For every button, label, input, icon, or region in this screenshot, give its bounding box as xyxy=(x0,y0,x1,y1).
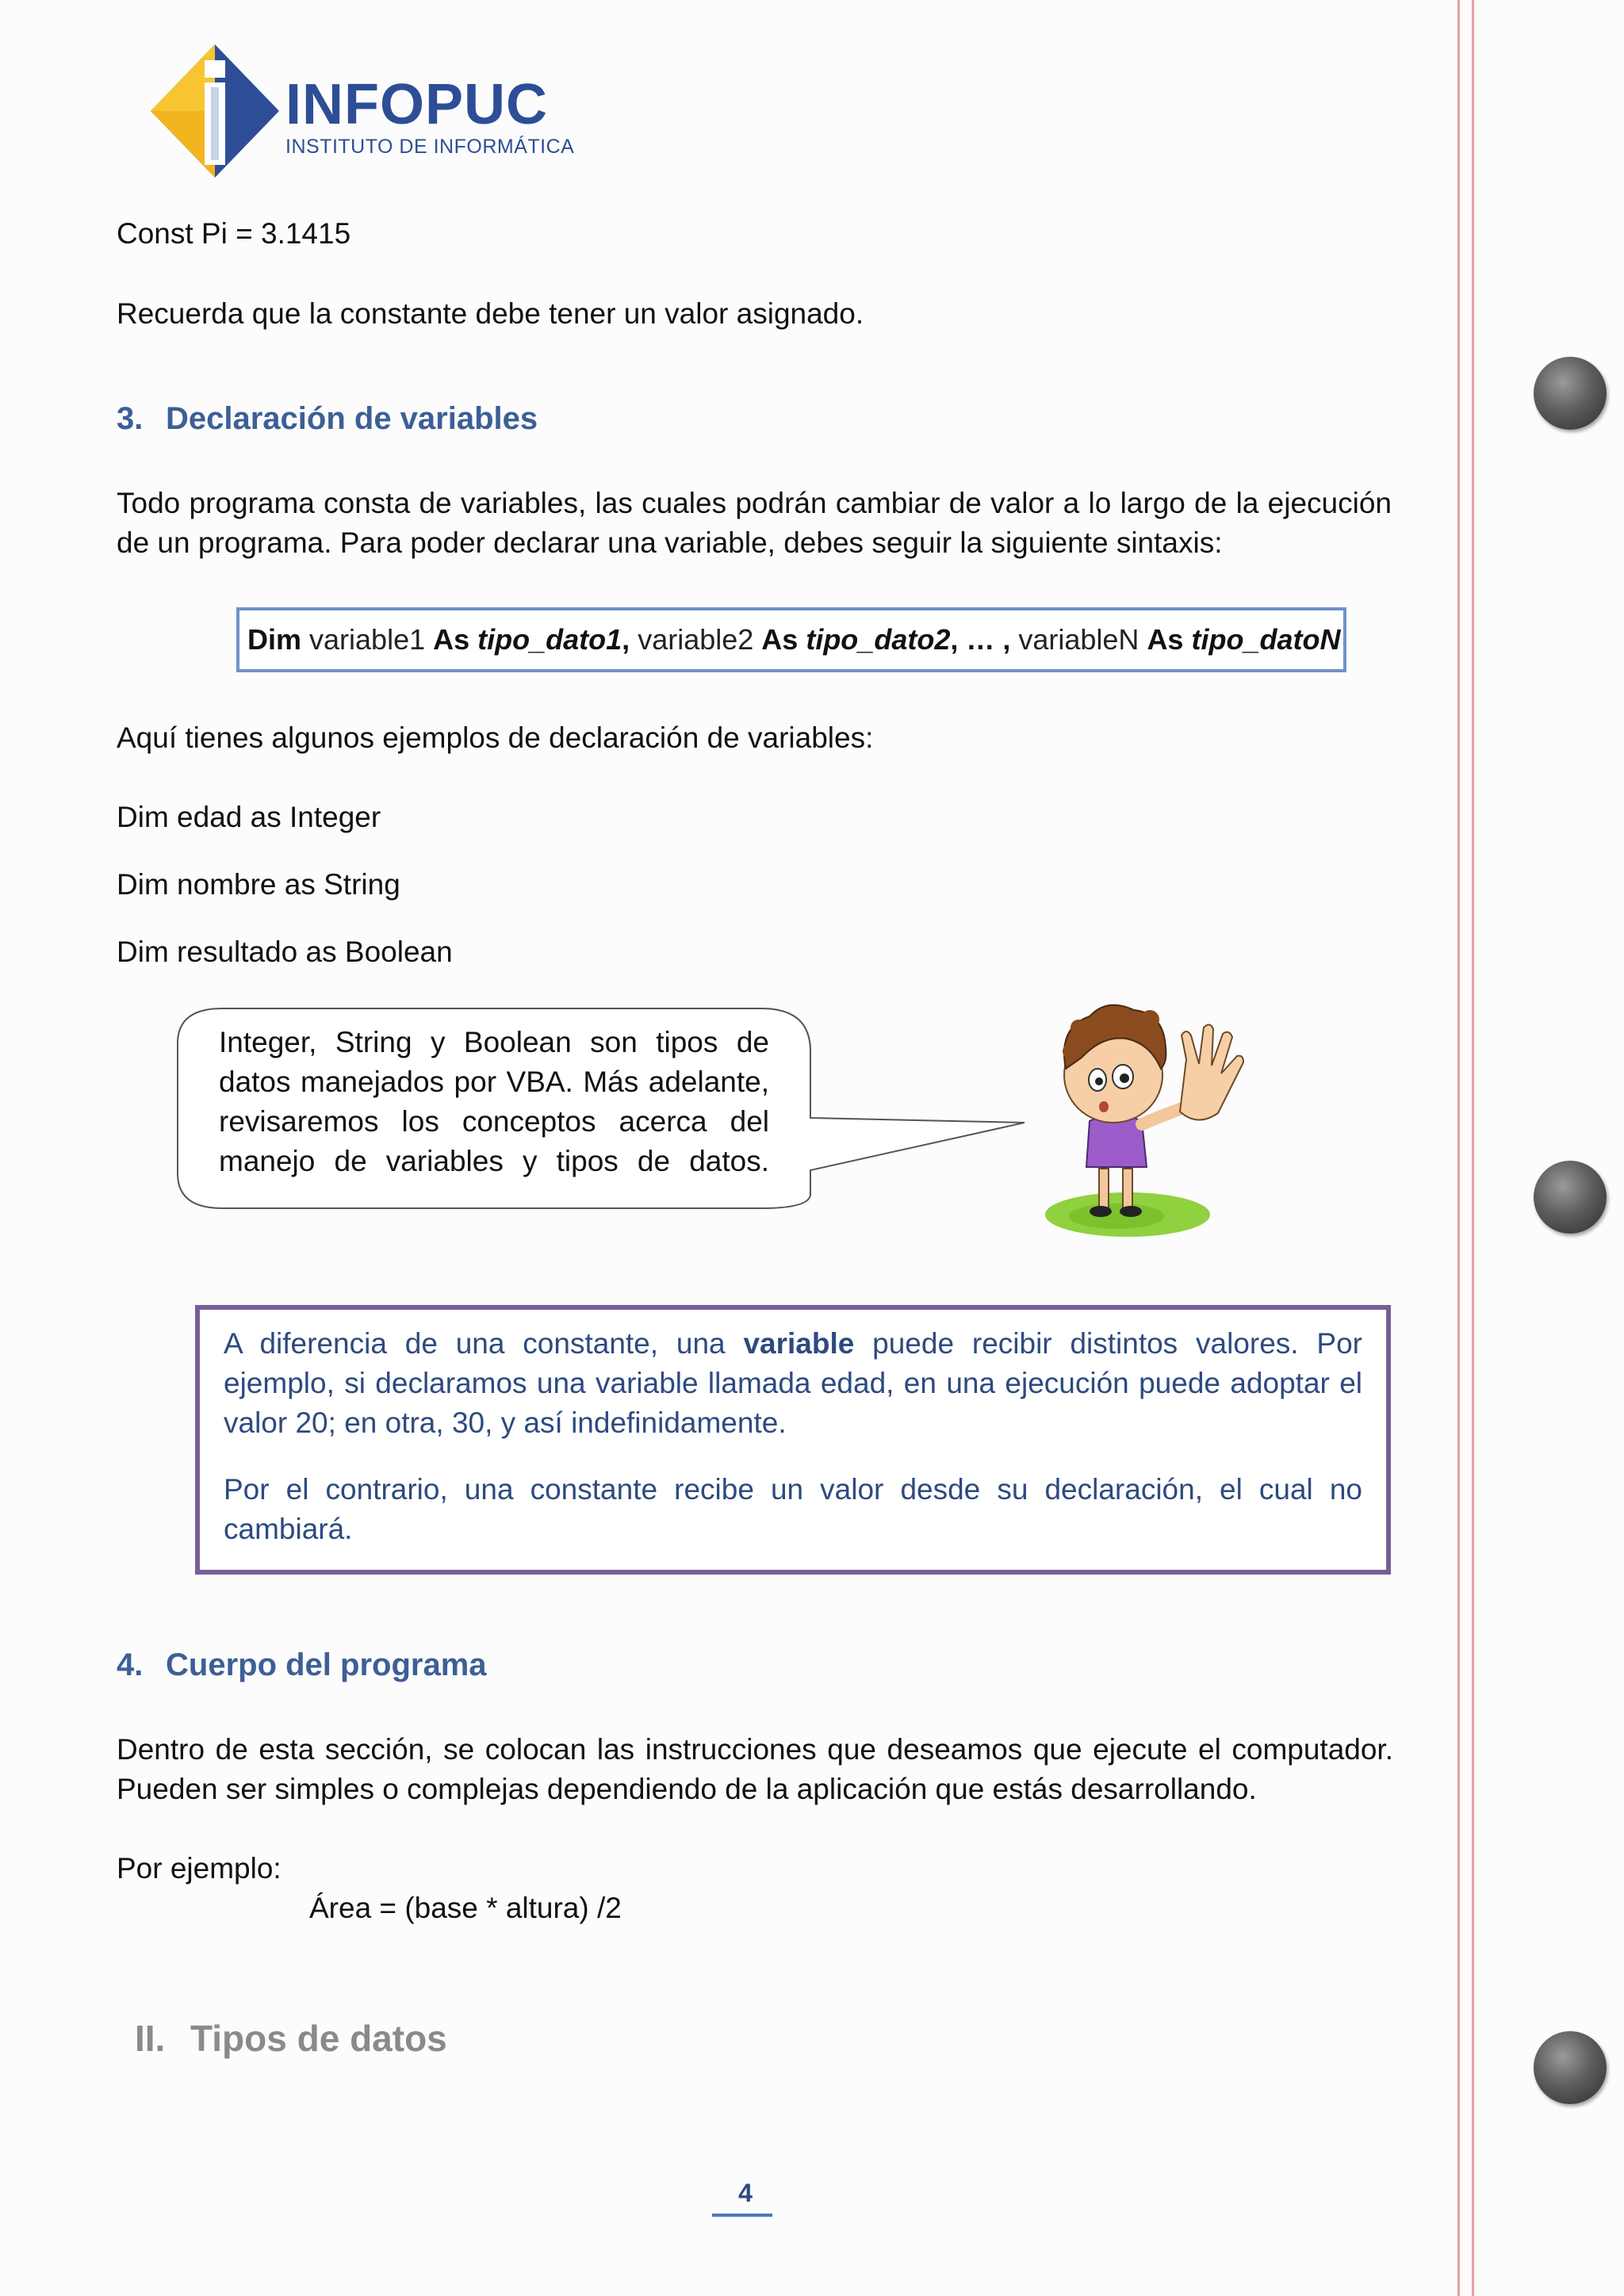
section-3-number: 3. xyxy=(117,401,144,436)
note-paragraph-1 xyxy=(224,1324,1362,1443)
infopuc-logo xyxy=(147,41,576,184)
constant-reminder: Recuerda que la constante debe tener un valor asignado. xyxy=(117,297,864,330)
section-3-heading xyxy=(117,401,538,437)
area-formula: Área = (base * altura) /2 xyxy=(309,1892,622,1924)
page-number: 4 xyxy=(738,2179,753,2207)
section-3-title: Declaración de variables xyxy=(166,401,538,436)
logo-subtitle: INSTITUTO DE INFORMÁTICA xyxy=(285,136,575,158)
note-bold-term: variable xyxy=(743,1327,855,1360)
example-line: Dim nombre as String xyxy=(117,868,400,901)
example-label: Por ejemplo: xyxy=(117,1852,282,1885)
section-3-paragraph: Todo programa consta de variables, las cuales podrán cambiar de valor a lo largo de la ejecución de un programa. Para poder declarar una variable, debes seguir la siguiente sintaxis: xyxy=(117,487,1392,559)
example-line: Dim resultado as Boolean xyxy=(117,936,453,968)
chapter-2-number: II. xyxy=(135,2018,166,2059)
variable-note-box xyxy=(195,1305,1391,1575)
section-4-number: 4. xyxy=(117,1647,144,1682)
syntax-box xyxy=(236,607,1346,672)
syntax-type-1: tipo_dato1 xyxy=(469,623,622,656)
section-4-title: Cuerpo del programa xyxy=(166,1647,487,1682)
examples-intro: Aquí tienes algunos ejemplos de declaración de variables: xyxy=(117,721,874,754)
syntax-separator: , xyxy=(622,623,630,656)
example-line: Dim edad as Integer xyxy=(117,801,381,833)
binder-hole xyxy=(1534,2031,1607,2104)
syntax-type-2: tipo_dato2 xyxy=(798,623,951,656)
speech-bubble-text: Integer, String y Boolean son tipos de datos manejados por VBA. Más adelante, revisaremos los conceptos acerca del manejo de variables y tipos de datos. xyxy=(219,1026,769,1177)
note-paragraph-2: Por el contrario, una constante recibe un valor desde su declaración, el cual no cambiará. xyxy=(224,1473,1362,1545)
logo-name: INFOPUC xyxy=(285,73,548,136)
infopuc-logo-mark xyxy=(147,41,282,181)
syntax-variable-n: variableN xyxy=(1010,623,1147,656)
chapter-2-heading xyxy=(135,2017,447,2060)
margin-line-right xyxy=(1472,0,1474,2296)
note-text: puede recibir distintos valores. Por ejemplo, si declaramos una variable llamada edad, en una ejecución puede adoptar el valor 20; en otra, 30, y así indefinidamente. xyxy=(224,1327,1362,1439)
syntax-variable-2: variable2 xyxy=(630,623,762,656)
page-number-underline xyxy=(712,2214,772,2217)
binder-hole xyxy=(1534,357,1607,430)
cartoon-boy-illustration xyxy=(1031,980,1269,1249)
margin-line-left xyxy=(1457,0,1460,2296)
section-4-paragraph: Dentro de esta sección, se colocan las instrucciones que deseamos que ejecute el computador. Pueden ser simples o complejas dependiendo de la aplicación que estás desarrollando. xyxy=(117,1733,1393,1805)
syntax-type-n: tipo_datoN xyxy=(1183,623,1341,656)
note-text: A diferencia de una constante, una xyxy=(224,1327,744,1360)
syntax-ellipsis: , … , xyxy=(950,623,1011,656)
syntax-variable-1: variable1 xyxy=(301,623,434,656)
const-line: Const Pi = 3.1415 xyxy=(117,217,351,250)
chapter-2-title: Tipos de datos xyxy=(190,2018,447,2059)
syntax-as-keyword: As xyxy=(433,623,470,656)
syntax-dim-keyword: Dim xyxy=(247,623,302,656)
binder-hole xyxy=(1534,1161,1607,1234)
syntax-as-keyword: As xyxy=(1147,623,1184,656)
syntax-as-keyword: As xyxy=(761,623,799,656)
section-4-heading xyxy=(117,1647,487,1683)
